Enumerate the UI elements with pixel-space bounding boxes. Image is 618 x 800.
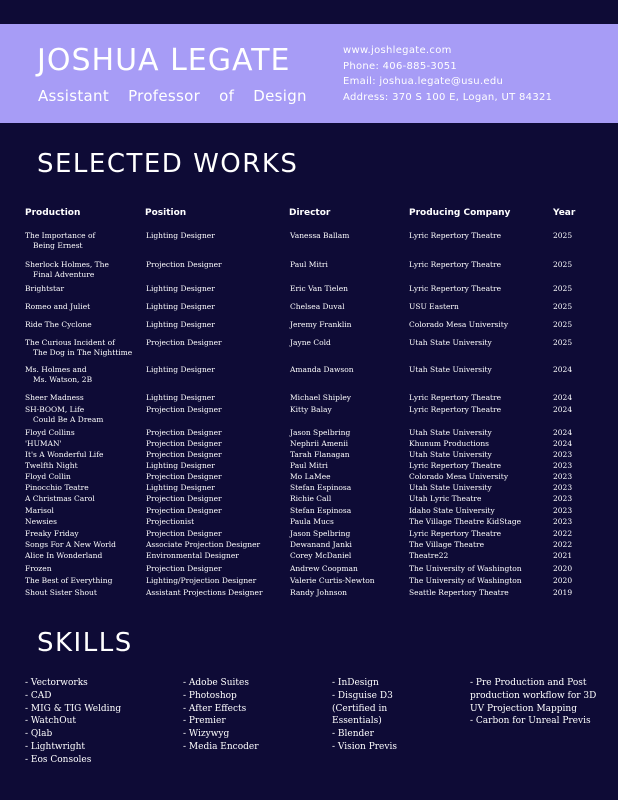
row-year: 2023 bbox=[553, 506, 573, 515]
row-production: Alice In Wonderland bbox=[25, 551, 103, 560]
row-position: Projection Designer bbox=[146, 450, 222, 459]
row-company: Utah State University bbox=[409, 483, 492, 492]
row-position: Projection Designer bbox=[146, 338, 222, 347]
skill-item: - Media Encoder bbox=[183, 741, 259, 752]
row-position: Environmental Designer bbox=[146, 551, 239, 560]
row-year: 2025 bbox=[553, 320, 573, 329]
row-company: Lyric Repertory Theatre bbox=[409, 529, 502, 538]
row-year: 2025 bbox=[553, 338, 573, 347]
row-production: The Importance of bbox=[25, 231, 96, 240]
skill-item: - MIG & TIG Welding bbox=[25, 703, 122, 714]
row-company: Lyric Repertory Theatre bbox=[409, 393, 502, 402]
row-position: Lighting Designer bbox=[146, 302, 215, 311]
row-year: 2024 bbox=[553, 393, 573, 402]
row-position: Lighting Designer bbox=[146, 365, 215, 374]
row-director: Paul Mitri bbox=[290, 461, 328, 470]
row-production: Twelfth Night bbox=[25, 461, 78, 470]
row-director: Jason Spelbring bbox=[290, 529, 351, 538]
row-production: Final Adventure bbox=[33, 269, 95, 279]
row-production: Floyd Collins bbox=[25, 428, 75, 437]
row-year: 2020 bbox=[553, 564, 573, 573]
works-section-title: SELECTED WORKS bbox=[37, 149, 299, 179]
row-company: The Village Theatre KidStage bbox=[409, 517, 522, 526]
row-year: 2025 bbox=[553, 260, 573, 269]
skill-item: - WatchOut bbox=[25, 716, 76, 727]
row-position: Projection Designer bbox=[146, 472, 222, 481]
row-company: Utah State University bbox=[409, 365, 492, 374]
skill-item: - Vision Previs bbox=[332, 741, 397, 752]
row-production: Pinocchio Teatre bbox=[25, 483, 89, 492]
row-position: Lighting Designer bbox=[146, 284, 215, 293]
row-company: Lyric Repertory Theatre bbox=[409, 260, 502, 269]
row-director: Tarah Flanagan bbox=[290, 450, 350, 459]
skill-item: - Photoshop bbox=[183, 690, 237, 701]
row-production: A Christmas Carol bbox=[25, 494, 95, 503]
skill-item: - InDesign bbox=[332, 678, 379, 688]
row-director: Randy Johnson bbox=[290, 588, 347, 597]
skill-item: - Carbon for Unreal Previs bbox=[470, 716, 591, 727]
row-production: Could Be A Dream bbox=[33, 414, 104, 424]
row-company: Lyric Repertory Theatre bbox=[409, 284, 502, 293]
skill-item: Essentials) bbox=[332, 716, 382, 727]
skill-item: - After Effects bbox=[183, 703, 247, 714]
row-position: Assistant Projections Designer bbox=[146, 588, 263, 597]
row-year: 2023 bbox=[553, 450, 573, 459]
row-director: Paula Mucs bbox=[290, 517, 334, 526]
column-header-director: Director bbox=[289, 208, 331, 218]
row-company: Utah Lyric Theatre bbox=[409, 494, 482, 503]
skills-column-3 bbox=[332, 677, 397, 754]
skill-item: - Adobe Suites bbox=[183, 678, 249, 688]
row-director: Richie Call bbox=[290, 494, 332, 503]
row-production: The Curious Incident of bbox=[25, 338, 115, 347]
row-director: Valerie Curtis-Newton bbox=[290, 576, 375, 585]
row-year: 2025 bbox=[553, 284, 573, 293]
row-company: Colorado Mesa University bbox=[409, 320, 509, 329]
row-director: Dewanand Janki bbox=[290, 540, 352, 549]
row-position: Lighting Designer bbox=[146, 393, 215, 402]
row-position: Projection Designer bbox=[146, 494, 222, 503]
row-production: 'HUMAN' bbox=[25, 439, 62, 448]
row-position: Lighting Designer bbox=[146, 461, 215, 470]
row-year: 2023 bbox=[553, 472, 573, 481]
skills-column-1 bbox=[25, 677, 121, 767]
row-year: 2025 bbox=[553, 302, 573, 311]
row-production: Sherlock Holmes, The bbox=[25, 260, 109, 269]
row-company: Seattle Repertory Theatre bbox=[409, 588, 509, 597]
row-position: Projection Designer bbox=[146, 564, 222, 573]
row-director: Nephrii Amenii bbox=[290, 439, 348, 448]
row-director: Mo LaMee bbox=[290, 472, 331, 481]
row-company: Lyric Repertory Theatre bbox=[409, 405, 502, 414]
row-production: It's A Wonderful Life bbox=[25, 450, 104, 459]
row-director: Chelsea Duval bbox=[290, 302, 345, 311]
column-header-year: Year bbox=[553, 208, 576, 218]
row-year: 2022 bbox=[553, 540, 573, 549]
candidate-name: JOSHUA LEGATE bbox=[37, 43, 291, 78]
row-company: The University of Washington bbox=[409, 576, 522, 585]
row-year: 2024 bbox=[553, 428, 573, 437]
row-production: The Best of Everything bbox=[25, 576, 113, 585]
row-year: 2024 bbox=[553, 405, 573, 414]
website-link[interactable]: www.joshlegate.com bbox=[343, 45, 452, 56]
row-position: Projection Designer bbox=[146, 405, 222, 414]
row-position: Lighting Designer bbox=[146, 231, 215, 240]
row-director: Kitty Balay bbox=[290, 405, 332, 414]
row-company: The Village Theatre bbox=[409, 540, 485, 549]
row-director: Michael Shipley bbox=[290, 393, 352, 402]
row-production: Brightstar bbox=[25, 284, 65, 293]
row-year: 2024 bbox=[553, 439, 573, 448]
row-year: 2019 bbox=[553, 588, 573, 597]
row-position: Lighting Designer bbox=[146, 320, 215, 329]
row-production: Ms. Watson, 2B bbox=[33, 374, 93, 384]
skill-item: - Blender bbox=[332, 729, 374, 740]
row-position: Projection Designer bbox=[146, 428, 222, 437]
row-director: Stefan Espinosa bbox=[290, 483, 352, 492]
row-production: Newsies bbox=[25, 517, 57, 526]
row-director: Stefan Espinosa bbox=[290, 506, 352, 515]
row-director: Jayne Cold bbox=[290, 338, 331, 347]
row-year: 2023 bbox=[553, 494, 573, 503]
skill-item: - Premier bbox=[183, 716, 226, 727]
row-production: Romeo and Juliet bbox=[25, 302, 91, 311]
row-company: Colorado Mesa University bbox=[409, 472, 509, 481]
row-director: Eric Van Tielen bbox=[290, 284, 348, 293]
row-production: Sheer Madness bbox=[25, 393, 84, 402]
row-company: USU Eastern bbox=[409, 302, 459, 311]
row-production: Marisol bbox=[25, 506, 54, 515]
row-company: Lyric Repertory Theatre bbox=[409, 231, 502, 240]
row-position: Projectionist bbox=[146, 517, 195, 526]
skill-item: - Pre Production and Post bbox=[470, 678, 587, 688]
skill-item: - Disguise D3 bbox=[332, 690, 393, 701]
skill-item: - Wizywyg bbox=[183, 729, 230, 740]
row-production: SH-BOOM, Life bbox=[25, 405, 85, 414]
row-position: Lighting/Projection Designer bbox=[146, 576, 257, 585]
row-director: Jason Spelbring bbox=[290, 428, 351, 437]
row-position: Projection Designer bbox=[146, 529, 222, 538]
row-director: Andrew Coopman bbox=[290, 564, 358, 573]
column-header-position: Position bbox=[145, 208, 187, 218]
skill-item: UV Projection Mapping bbox=[470, 703, 577, 714]
row-year: 2023 bbox=[553, 517, 573, 526]
row-year: 2020 bbox=[553, 576, 573, 585]
column-header-production: Production bbox=[25, 208, 81, 218]
column-header-company: Producing Company bbox=[409, 208, 511, 218]
phone-number: Phone: 406-885-3051 bbox=[343, 60, 458, 72]
row-company: Utah State University bbox=[409, 338, 492, 347]
row-position: Projection Designer bbox=[146, 260, 222, 269]
row-production: Floyd Collin bbox=[25, 472, 71, 481]
row-company: Idaho State University bbox=[409, 506, 495, 515]
skills-column-2 bbox=[183, 677, 259, 754]
skill-item: - CAD bbox=[25, 690, 52, 701]
row-production: Ms. Holmes and bbox=[25, 365, 87, 374]
row-year: 2022 bbox=[553, 529, 573, 538]
row-company: The University of Washington bbox=[409, 564, 522, 573]
row-company: Utah State University bbox=[409, 450, 492, 459]
row-position: Associate Projection Designer bbox=[146, 540, 261, 549]
skill-item: (Certified in bbox=[332, 703, 388, 714]
skills-section-title: SKILLS bbox=[37, 628, 133, 658]
row-year: 2021 bbox=[553, 551, 573, 560]
row-director: Jeremy Franklin bbox=[290, 320, 352, 329]
skill-item: - Vectorworks bbox=[25, 678, 88, 688]
skill-item: - Lightwright bbox=[25, 741, 85, 752]
skill-item: production workflow for 3D bbox=[470, 690, 597, 701]
row-company: Lyric Repertory Theatre bbox=[409, 461, 502, 470]
row-production: The Dog in The Nighttime bbox=[33, 347, 133, 357]
row-company: Utah State University bbox=[409, 428, 492, 437]
row-production: Frozen bbox=[25, 564, 52, 573]
skill-item: - Eos Consoles bbox=[25, 754, 92, 765]
skills-column-4 bbox=[470, 677, 596, 728]
row-year: 2023 bbox=[553, 483, 573, 492]
row-production: Ride The Cyclone bbox=[25, 320, 92, 329]
row-position: Projection Designer bbox=[146, 506, 222, 515]
row-year: 2025 bbox=[553, 231, 573, 240]
row-year: 2023 bbox=[553, 461, 573, 470]
row-director: Vanessa Ballam bbox=[290, 231, 350, 240]
row-director: Paul Mitri bbox=[290, 260, 328, 269]
row-director: Amanda Dawson bbox=[290, 365, 354, 374]
row-production: Songs For A New World bbox=[25, 540, 116, 549]
candidate-title: Assistant Professor of Design bbox=[38, 87, 307, 105]
row-company: Khunum Productions bbox=[409, 439, 490, 448]
row-production: Shout Sister Shout bbox=[25, 588, 97, 597]
mailing-address: Address: 370 S 100 E, Logan, UT 84321 bbox=[343, 91, 553, 103]
row-year: 2024 bbox=[553, 365, 573, 374]
row-position: Lighting Designer bbox=[146, 483, 215, 492]
skill-item: - Qlab bbox=[25, 729, 53, 740]
row-position: Projection Designer bbox=[146, 439, 222, 448]
row-director: Corey McDaniel bbox=[290, 551, 352, 560]
email-address[interactable]: Email: joshua.legate@usu.edu bbox=[343, 76, 504, 87]
row-company: Theatre22 bbox=[409, 551, 449, 560]
row-production: Freaky Friday bbox=[25, 529, 79, 538]
row-production: Being Ernest bbox=[33, 240, 83, 250]
